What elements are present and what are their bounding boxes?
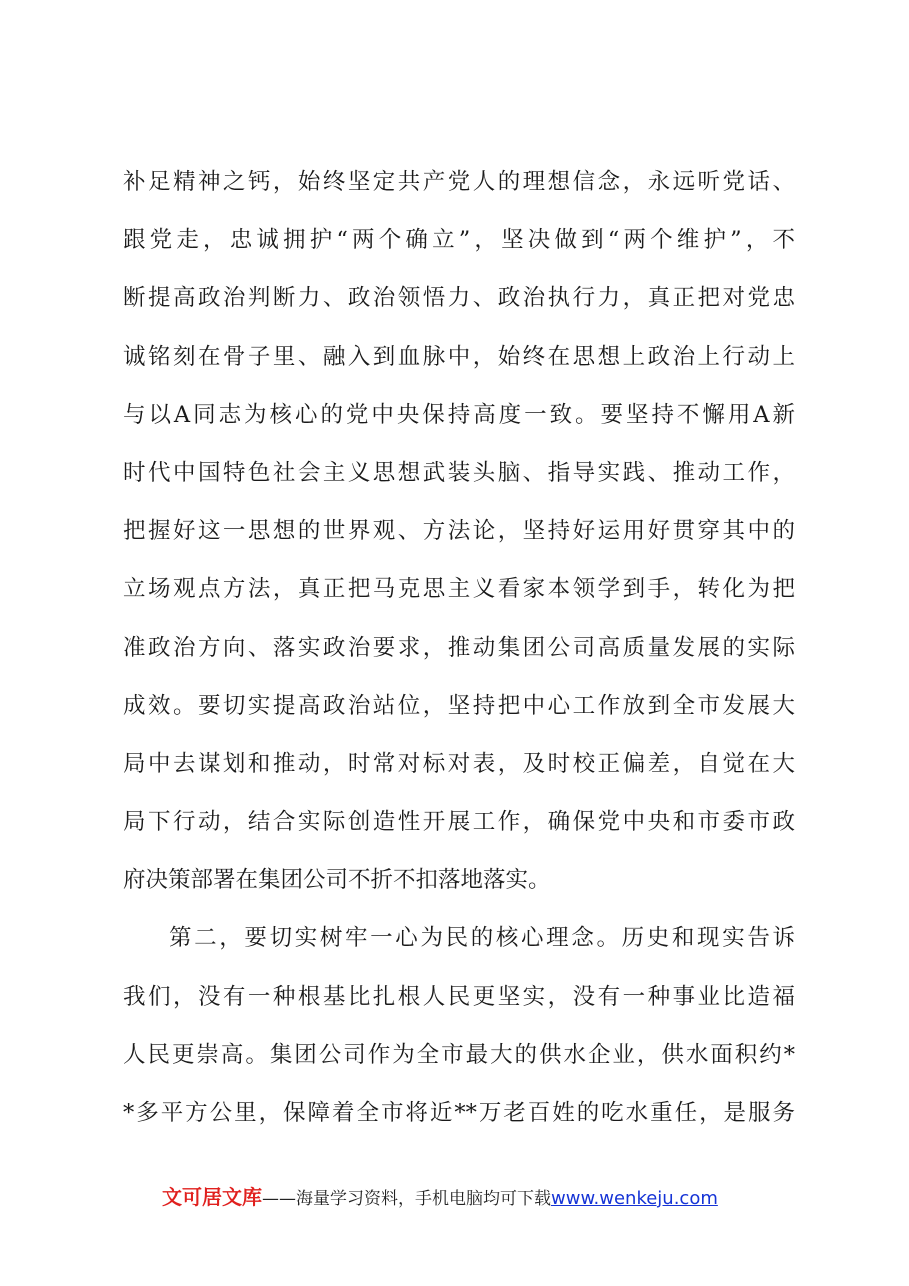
text-line: 第二，要切实树牢一心为民的核心理念。历史和现实告诉 xyxy=(169,925,795,952)
text-line: 时代中国特色社会主义思想武装头脑、指导实践、推动工作， xyxy=(123,459,795,486)
paragraph-2 xyxy=(123,909,795,1142)
page-footer xyxy=(162,1183,718,1211)
text-line: 诚铭刻在骨子里、融入到血脉中，始终在思想上政治上行动上 xyxy=(123,343,795,370)
text-line: 成效。要切实提高政治站位，坚持把中心工作放到全市发展大 xyxy=(123,692,795,719)
text-line: 局中去谋划和推动，时常对标对表，及时校正偏差，自觉在大 xyxy=(123,750,795,777)
text-line: 立场观点方法，真正把马克思主义看家本领学到手，转化为把 xyxy=(123,576,795,603)
text-line: 断提高政治判断力、政治领悟力、政治执行力，真正把对党忠 xyxy=(123,285,795,312)
text-line: 我们，没有一种根基比扎根人民更坚实，没有一种事业比造福 xyxy=(123,983,795,1010)
text-line: 把握好这一思想的世界观、方法论，坚持好运用好贯穿其中的 xyxy=(123,518,795,545)
document-body xyxy=(123,153,795,1142)
text-line: 准政治方向、落实政治要求，推动集团公司高质量发展的实际 xyxy=(123,634,795,661)
text-line: 人民更崇高。集团公司作为全市最大的供水企业，供水面积约* xyxy=(123,1041,795,1068)
text-line: *多平方公里，保障着全市将近**万老百姓的吃水重任，是服务 xyxy=(123,1100,795,1126)
text-line: 跟党走，忠诚拥护“两个确立”，坚决做到“两个维护”，不 xyxy=(123,227,795,254)
text-line: 府决策部署在集团公司不折不扣落地落实。 xyxy=(123,867,551,894)
footer-tagline: ——海量学习资料，手机电脑均可下载 xyxy=(262,1189,551,1209)
text-line: 与以A同志为核心的党中央保持高度一致。要坚持不懈用A新 xyxy=(123,401,795,428)
text-line: 局下行动，结合实际创造性开展工作，确保党中央和市委市政 xyxy=(123,809,795,836)
footer-site-link[interactable]: www.wenkeju.com xyxy=(551,1188,718,1209)
paragraph-1 xyxy=(123,153,795,909)
footer-brand: 文可居文库 xyxy=(162,1185,262,1209)
text-line: 补足精神之钙，始终坚定共产党人的理想信念，永远听党话、 xyxy=(123,169,795,195)
